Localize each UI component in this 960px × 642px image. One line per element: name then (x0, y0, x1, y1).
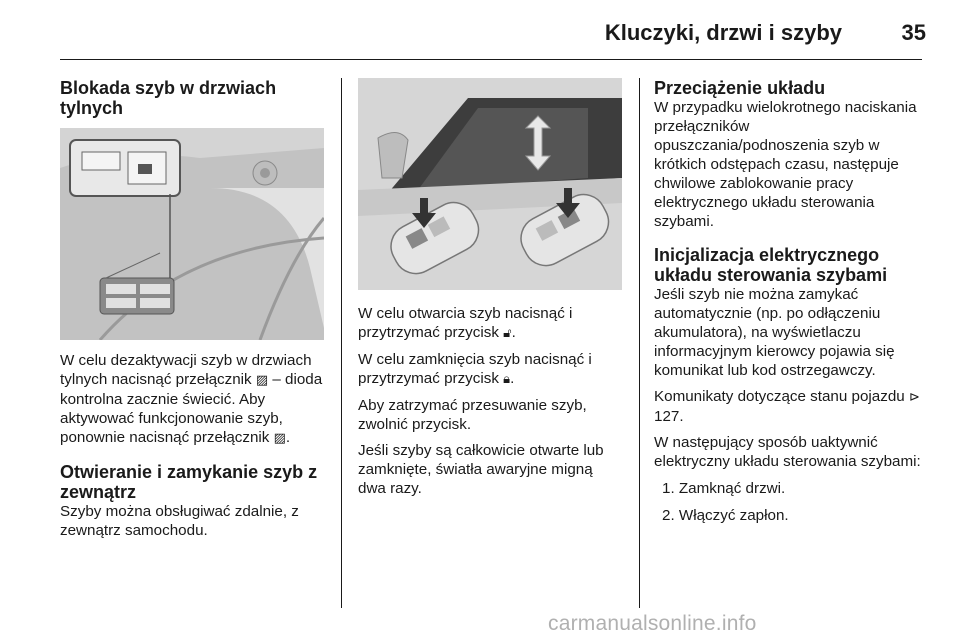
reference-arrow-icon: ⊳ (908, 390, 920, 405)
window-lock-switch-icon: ▨ (273, 431, 286, 446)
window-lock-switch-icon: ▨ (255, 373, 269, 388)
rear-window-lock-switch-illustration (60, 128, 324, 340)
page-reference[interactable]: 127 (654, 408, 680, 425)
section-title: Kluczyki, drzwi i szyby (604, 20, 842, 45)
paragraph-initialization: Jeśli szyb nie można zamykać automatycznie (np. po odłączeniu akumulatora), na wyświetlaczu informacyjnym kierowcy pojawia się komunikat lub kod ostrzegawczy. (654, 286, 895, 379)
paragraph-close-windows: W celu zamknięcia szyb nacisnąć i przytrzymać przycisk 🔒︎. (358, 351, 592, 387)
heading-rear-window-lock: Blokada szyb w drzwiach tylnych (60, 78, 277, 118)
paragraph-deactivate-rear-windows: W celu dezaktywacji szyb w drzwiach tylnych nacisnąć przełącznik ▨ – dioda kontrolna zacznie świecić. Aby aktywować funkcjonowanie szyb, ponownie nacisnąć przełącznik ▨. (60, 352, 323, 446)
unlock-key-button-icon: 🔓︎ (503, 326, 512, 341)
paragraph-open-windows: W celu otwarcia szyb nacisnąć i przytrzymać przycisk 🔓︎. (358, 305, 573, 341)
lock-key-button-icon: 🔒︎ (503, 372, 511, 387)
column-3 (654, 78, 926, 533)
heading-initialization: Inicjalizacja elektrycznego układu sterowania szybami (654, 245, 888, 285)
column-divider (341, 78, 342, 608)
column-1 (60, 78, 328, 540)
paragraph-remote-operation: Szyby można obsługiwać zdalnie, z zewnątrz samochodu. (60, 503, 299, 539)
remote-key-window-illustration (358, 78, 622, 290)
column-divider (639, 78, 640, 608)
page-header (0, 0, 960, 62)
list-item: 1. Zamknąć drzwi. (662, 480, 786, 497)
paragraph-vehicle-messages: Komunikaty dotyczące stanu pojazdu ⊳ 127. (654, 388, 920, 425)
header-rule (60, 59, 922, 60)
paragraph-hazard-lights: Jeśli szyby są całkowicie otwarte lub zamknięte, światła awaryjne migną dwa razy. (358, 442, 604, 497)
watermark: carmanualsonline.info (548, 612, 757, 635)
list-item: 2. Włączyć zapłon. (662, 507, 789, 524)
steps-list (654, 479, 926, 525)
paragraph-activate-steps-intro: W następujący sposób uaktywnić elektryczny układu sterowania szybami: (654, 434, 921, 470)
column-2 (358, 78, 624, 498)
heading-open-close-outside: Otwieranie i zamykanie szyb z zewnątrz (60, 462, 318, 502)
paragraph-overload: W przypadku wielokrotnego naciskania przełączników opuszczania/podnoszenia szyb w krótkich odstępach czasu, następuje chwilowe zablokowanie pracy elektrycznego układu sterowania szybami. (654, 99, 917, 230)
heading-system-overload: Przeciążenie układu (654, 78, 826, 98)
paragraph-stop-movement: Aby zatrzymać przesuwanie szyb, zwolnić przycisk. (358, 397, 587, 433)
page-number: 35 (901, 20, 926, 45)
